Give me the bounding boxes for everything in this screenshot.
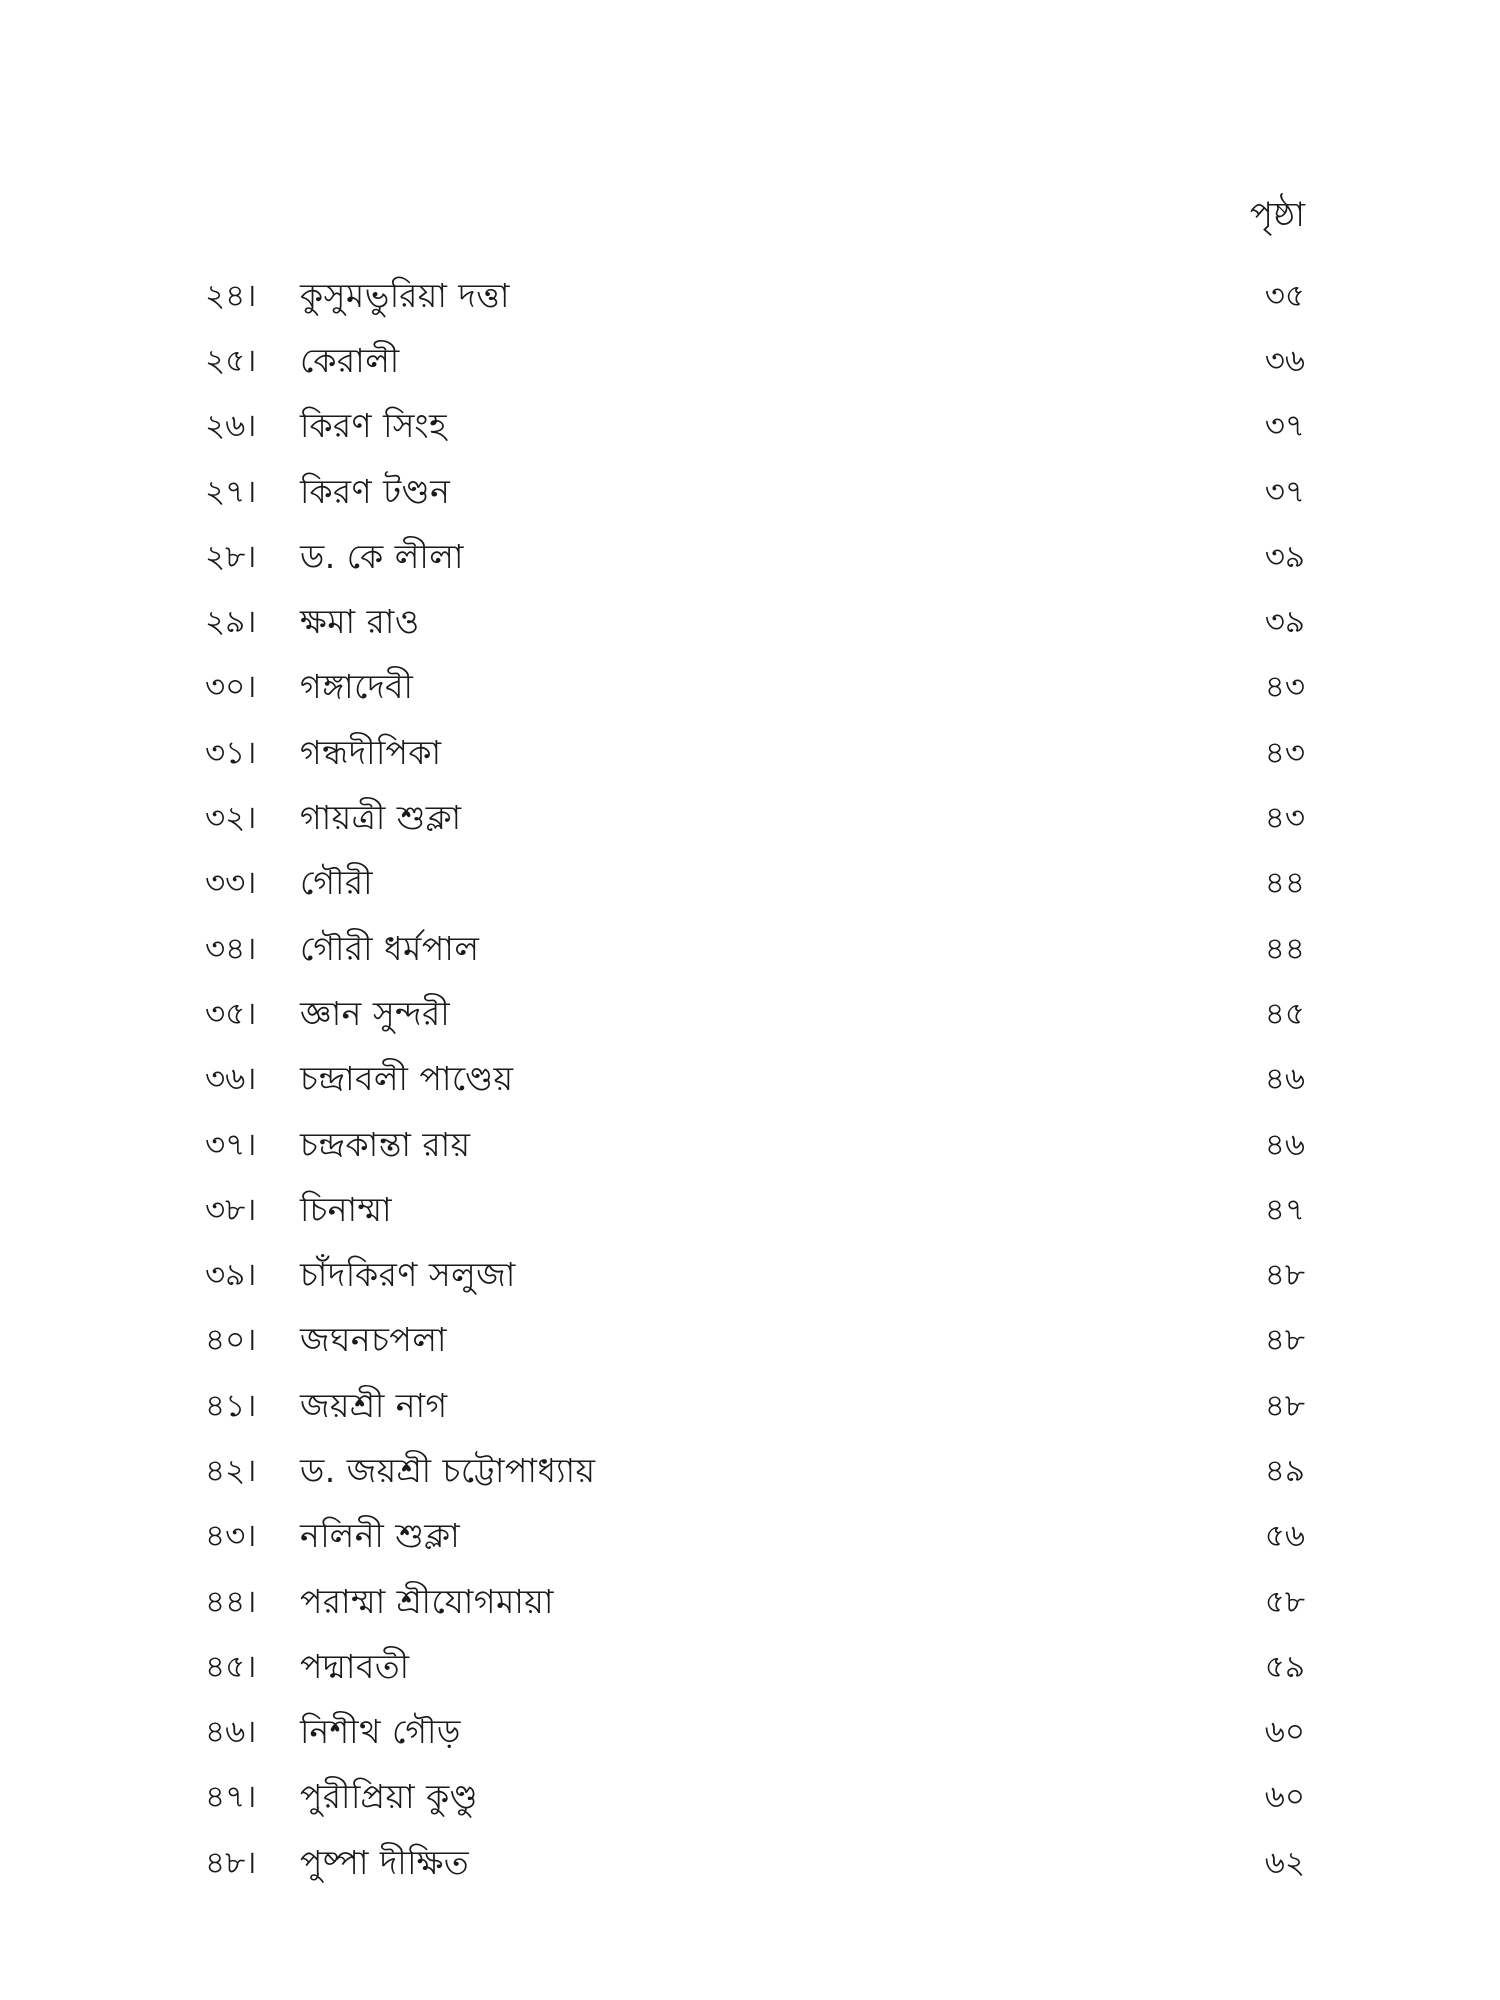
toc-entry-page-number: ৪৪ [1264, 930, 1305, 967]
toc-entry-page-number: ৪৬ [1264, 1061, 1305, 1098]
toc-entry-number: ৩৮। [205, 1191, 257, 1228]
toc-entry-number: ৩২। [205, 800, 257, 837]
toc-entry-number: ৪৭। [205, 1779, 257, 1816]
toc-entry-title: পুরীপ্রিয়া কুণ্ডু [300, 1777, 479, 1817]
toc-entry [205, 983, 1305, 1048]
toc-entry-page-number: ৫৬ [1264, 1518, 1305, 1555]
toc-entry-number: ২৯। [205, 604, 257, 641]
toc-entry-page-number: ৬০ [1264, 1779, 1305, 1816]
toc-entry [205, 526, 1305, 591]
toc-entry-number: ৪৮। [205, 1844, 257, 1881]
toc-entry [205, 1767, 1305, 1832]
toc-entry-number: ৪৪। [205, 1583, 257, 1620]
toc-entry-page-number: ৬২ [1264, 1844, 1305, 1881]
toc-entry-title: পরাম্মা শ্রীযোগমায়া [300, 1581, 554, 1621]
toc-entry [205, 1440, 1305, 1505]
toc-entry-title: গঙ্গাদেবী [300, 667, 414, 707]
toc-entry-title: জঘনচপলা [300, 1320, 447, 1360]
toc-entry-page-number: ৩৫ [1264, 277, 1305, 314]
toc-entry-title: নলিনী শুক্লা [300, 1516, 461, 1556]
toc-entry-number: ৩০। [205, 669, 257, 706]
toc-entry-title: ক্ষমা রাও [300, 602, 420, 642]
toc-entry-number: ২৭। [205, 473, 257, 510]
toc-entry-page-number: ৫৯ [1264, 1648, 1305, 1685]
toc-entry [205, 1506, 1305, 1571]
toc-entry-number: ৪২। [205, 1452, 257, 1489]
toc-entry [205, 787, 1305, 852]
toc-entry-page-number: ৩৯ [1264, 604, 1305, 641]
toc-entry-page-number: ৪৭ [1264, 1191, 1305, 1228]
toc-entry-number: ৪৩। [205, 1518, 257, 1555]
toc-entry-title: কিরণ টণ্ডন [300, 471, 451, 511]
toc-entry-number: ৩৩। [205, 865, 257, 902]
toc-entry-title: নিশীথ গৌড় [300, 1712, 461, 1752]
toc-entry-title: চন্দ্রকান্তা রায় [300, 1124, 471, 1164]
toc-entry-page-number: ৫৮ [1264, 1583, 1305, 1620]
toc-entry-number: ৪৬। [205, 1714, 257, 1751]
toc-entry-number: ৪০। [205, 1322, 257, 1359]
toc-entry-page-number: ৪৩ [1264, 734, 1305, 771]
toc-entry-page-number: ৪৮ [1264, 1387, 1305, 1424]
toc-entry [205, 1114, 1305, 1179]
toc-entry-number: ৪৫। [205, 1648, 257, 1685]
toc-entry [205, 1832, 1305, 1897]
toc-entry-title: চিনাম্মা [300, 1189, 393, 1229]
toc-entry-number: ৩৫। [205, 995, 257, 1032]
toc-entry-page-number: ৪৮ [1264, 1322, 1305, 1359]
toc-entry-page-number: ৬০ [1264, 1714, 1305, 1751]
toc-entry-title: কিরণ সিংহ [300, 406, 447, 446]
toc-entry [205, 330, 1305, 395]
toc-entry [205, 1310, 1305, 1375]
toc-entry-page-number: ৩৬ [1264, 342, 1305, 379]
page-column-heading: পৃষ্ঠা [1249, 195, 1305, 235]
toc-entry-page-number: ৪৩ [1264, 800, 1305, 837]
toc-entry-title: গন্ধদীপিকা [300, 732, 442, 772]
toc-entry [205, 1571, 1305, 1636]
toc-entry [205, 1636, 1305, 1701]
toc-entry-title: গৌরী ধর্মপাল [300, 928, 480, 968]
toc-entry [205, 1702, 1305, 1767]
toc-entry-page-number: ৪৩ [1264, 669, 1305, 706]
toc-entry [205, 657, 1305, 722]
toc-entry [205, 461, 1305, 526]
toc-entry [205, 722, 1305, 787]
toc-entry-page-number: ৩৯ [1264, 538, 1305, 575]
toc-entry-title: জ্ঞান সুন্দরী [300, 993, 451, 1033]
toc-entry-number: ৩৪। [205, 930, 257, 967]
toc-entry-title: কেরালী [300, 340, 400, 380]
toc-entry [205, 396, 1305, 461]
toc-entry-page-number: ৪৮ [1264, 1257, 1305, 1294]
toc-entry-title: গায়ত্রী শুক্লা [300, 798, 462, 838]
toc-entry-title: কুসুমভুরিয়া দত্তা [300, 275, 510, 315]
toc-entry-number: ৪১। [205, 1387, 257, 1424]
toc-entry-number: ৩৯। [205, 1257, 257, 1294]
toc-entry-page-number: ৪৪ [1264, 865, 1305, 902]
toc-entry-number: ২৫। [205, 342, 257, 379]
toc-entry-number: ২৪। [205, 277, 257, 314]
toc-entry-page-number: ৪৬ [1264, 1126, 1305, 1163]
toc-entry-page-number: ৪৫ [1264, 995, 1305, 1032]
toc-entry-page-number: ৩৭ [1264, 473, 1305, 510]
toc-entry-page-number: ৩৭ [1264, 408, 1305, 445]
toc-entry-number: ৩৭। [205, 1126, 257, 1163]
table-of-contents [205, 265, 1305, 1897]
toc-entry [205, 1375, 1305, 1440]
toc-entry-title: পুষ্পা দীক্ষিত [300, 1842, 470, 1882]
toc-entry-number: ২৮। [205, 538, 257, 575]
toc-entry-number: ৩১। [205, 734, 257, 771]
toc-entry-title: গৌরী [300, 863, 374, 903]
toc-entry-title: ড. কে লীলা [300, 536, 464, 576]
toc-entry [205, 1244, 1305, 1309]
toc-entry [205, 265, 1305, 330]
toc-entry [205, 1179, 1305, 1244]
toc-entry-title: ড. জয়শ্রী চট্টোপাধ্যায় [300, 1450, 596, 1490]
toc-entry-title: চন্দ্রাবলী পাণ্ডেয় [300, 1059, 514, 1099]
toc-entry-title: চাঁদকিরণ সলুজা [300, 1255, 516, 1295]
toc-entry [205, 853, 1305, 918]
toc-entry-page-number: ৪৯ [1264, 1452, 1305, 1489]
toc-entry [205, 591, 1305, 656]
toc-entry [205, 918, 1305, 983]
toc-entry [205, 1049, 1305, 1114]
toc-entry-title: পদ্মাবতী [300, 1646, 410, 1686]
toc-entry-number: ৩৬। [205, 1061, 257, 1098]
toc-entry-title: জয়শ্রী নাগ [300, 1385, 448, 1425]
toc-entry-number: ২৬। [205, 408, 257, 445]
